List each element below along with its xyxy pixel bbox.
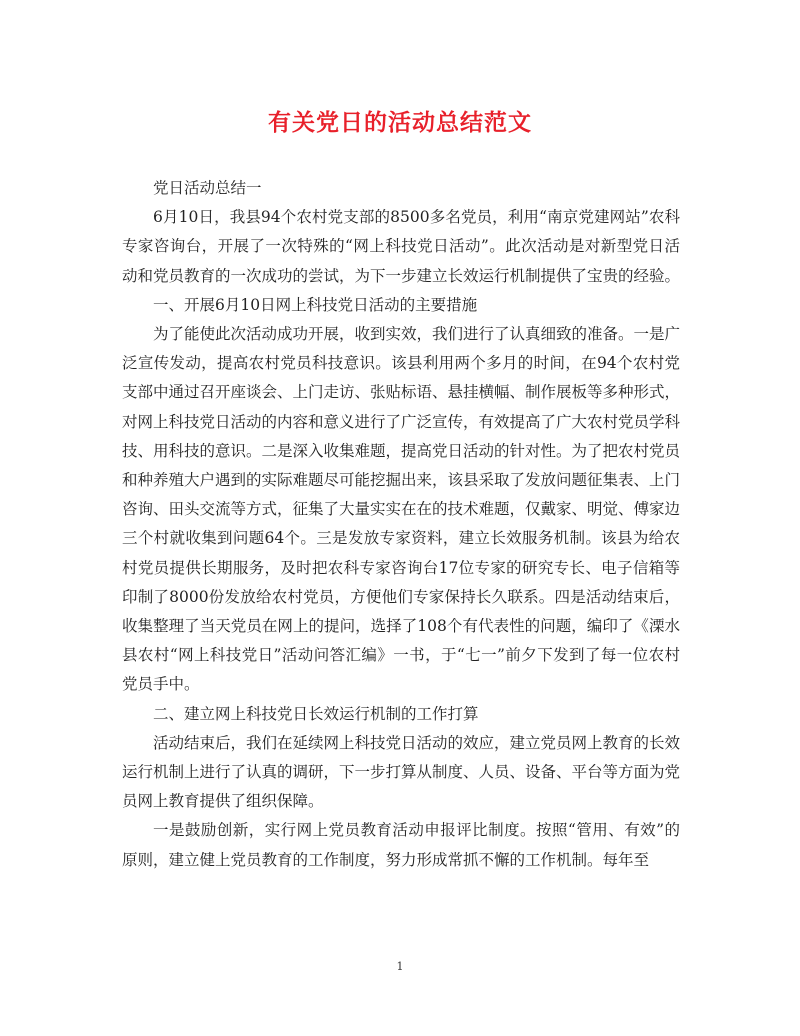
document-title: 有关党日的活动总结范文 (268, 110, 532, 136)
paragraph-intro: 6月10日，我县94个农村党支部的8500多名党员，利用“南京党建网站”农科专家咨询台，开展了一次特殊的“网上科技党日活动”。此次活动是对新型党日活动和党员教育的一次成功的尝试，为下一步建立长效运行机制提供了宝贵的经验。 (122, 208, 681, 285)
paragraph-measures: 为了能使此次活动成功开展，收到实效，我们进行了认真细致的准备。一是广泛宣传发动，提高农村党员科技意识。该县利用两个多月的时间，在94个农村党支部中通过召开座谈会、上门走访、张贴标语、悬挂横幅、制作展板等多种形式，对网上科技党日活动的内容和意义进行了广泛宣传，有效提高了广大农村党员学科技、用科技的意识。二是深入收集难题，提高党日活动的针对性。为了把农村党员和种养殖大户遇到的实际难题尽可能挖掘出来，该县采取了发放问题征集表、上门咨询、田头交流等方式，征集了大量实实在在的技术难题，仅戴家、明觉、傅家边三个村就收集到问题64个。三是发放专家资料，建立长效服务机制。该县为给农村党员提供长期服务，及时把农科专家咨询台17位专家的研究专长、电子信箱等印制了8000份发放给农村党员，方便他们专家保持长久联系。四是活动结束后，收集整理了当天党员在网上的提问，选择了108个有代表性的问题，编印了《溧水县农村“网上科技党日”活动问答汇编》一书，于“七一”前夕下发到了每一位农村党员手中。 (122, 325, 681, 694)
section-heading-measures: 一、开展6月10日网上科技党日活动的主要措施 (153, 295, 478, 314)
document-body (122, 174, 680, 875)
paragraph-innovation: 一是鼓励创新，实行网上党员教育活动申报评比制度。按照“管用、有效”的原则，建立健上党员教育的工作制度，努力形成常抓不懈的工作机制。每年至 (122, 821, 680, 869)
section-heading-summary-one: 党日活动总结一 (153, 179, 262, 197)
paragraph-plans: 活动结束后，我们在延续网上科技党日活动的效应，建立党员网上教育的长效运行机制上进行了认真的调研，下一步打算从制度、人员、设备、平台等方面为党员网上教育提供了组织保障。 (122, 733, 681, 811)
page-number: 1 (396, 960, 404, 973)
section-heading-plans: 二、建立网上科技党日长效运行机制的工作打算 (153, 704, 479, 723)
